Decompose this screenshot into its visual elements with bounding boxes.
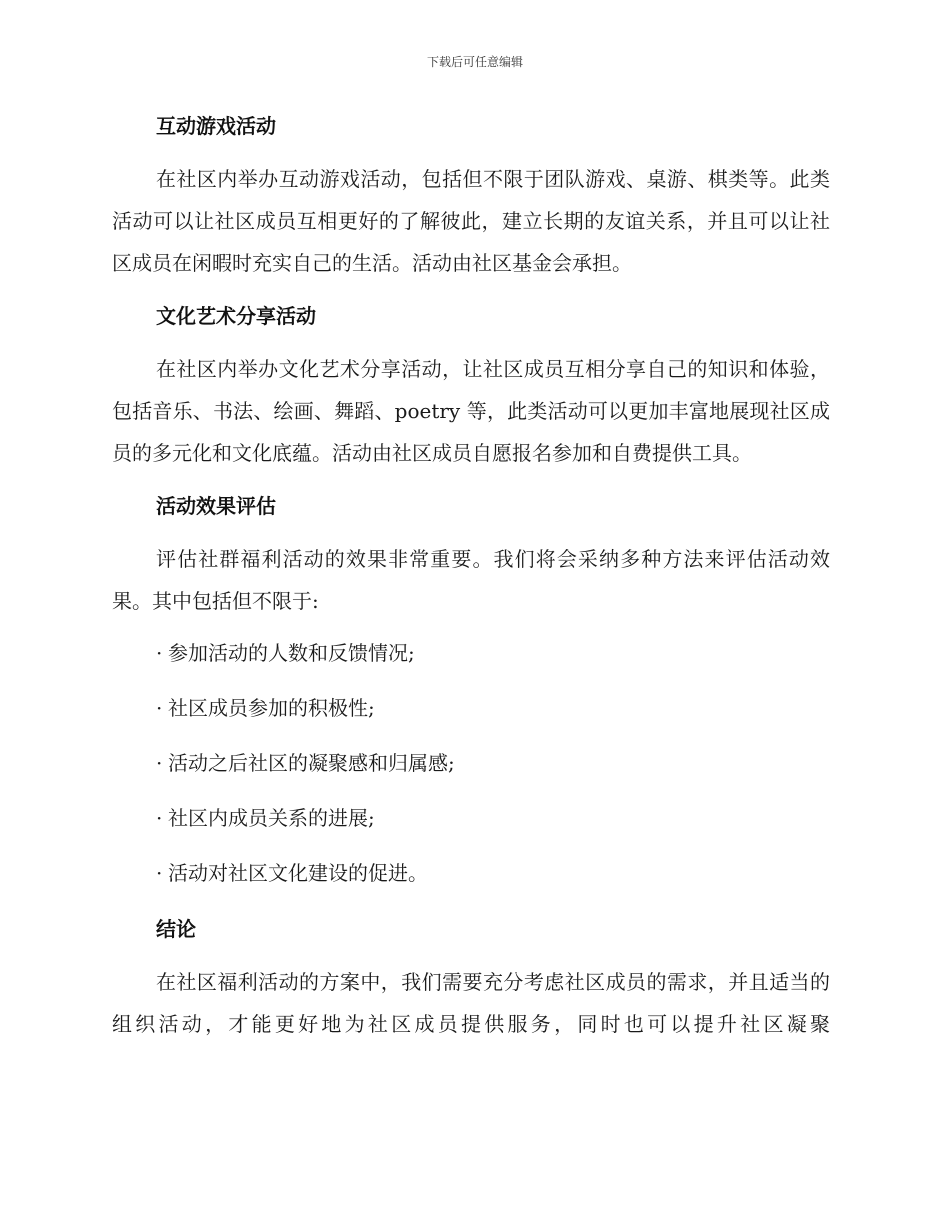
document-body — [112, 104, 830, 1055]
section-paragraph: 在社区福利活动的方案中，我们需要充分考虑社区成员的需求，并且适当的组织活动，才能更好地为社区成员提供服务，同时也可以提升社区凝聚 — [112, 970, 830, 1036]
section-paragraph: 评估社群福利活动的效果非常重要。我们将会采纳多种方法来评估活动效果。其中包括但不限于: — [112, 547, 830, 613]
list-item — [112, 797, 830, 839]
bullet-dot-icon: · — [156, 806, 163, 830]
section-heading-culture-art: 文化艺术分享活动 — [156, 304, 316, 328]
list-item — [112, 632, 830, 674]
list-item-text: 参加活动的人数和反馈情况; — [168, 641, 415, 665]
section-paragraph: 在社区内举办文化艺术分享活动，让社区成员互相分享自己的知识和体验，包括音乐、书法、绘画、舞蹈、poetry 等，此类活动可以更加丰富地展现社区成员的多元化和文化底蕴。活动由社区成员自愿报名参加和自费提供工具。 — [112, 357, 830, 465]
list-item-text: 社区成员参加的积极性; — [168, 696, 375, 720]
list-item — [112, 742, 830, 784]
list-item-text: 社区内成员关系的进展; — [168, 806, 375, 830]
list-item — [112, 687, 830, 729]
section-heading-conclusion: 结论 — [156, 917, 196, 941]
bullet-dot-icon: · — [156, 751, 163, 775]
evaluation-bullet-list — [112, 632, 830, 894]
list-item — [112, 852, 830, 894]
bullet-dot-icon: · — [156, 696, 163, 720]
bullet-dot-icon: · — [156, 861, 163, 885]
section-heading-evaluation: 活动效果评估 — [156, 494, 276, 518]
list-item-text: 活动对社区文化建设的促进。 — [168, 861, 428, 885]
list-item-text: 活动之后社区的凝聚感和归属感; — [168, 751, 455, 775]
page-header: 下载后可任意编辑 — [426, 55, 523, 69]
bullet-dot-icon: · — [156, 641, 163, 665]
section-heading-interactive-games: 互动游戏活动 — [156, 114, 276, 138]
section-paragraph: 在社区内举办互动游戏活动，包括但不限于团队游戏、桌游、棋类等。此类活动可以让社区成员互相更好的了解彼此，建立长期的友谊关系，并且可以让社区成员在闲暇时充实自己的生活。活动由社区基金会承担。 — [112, 167, 830, 275]
